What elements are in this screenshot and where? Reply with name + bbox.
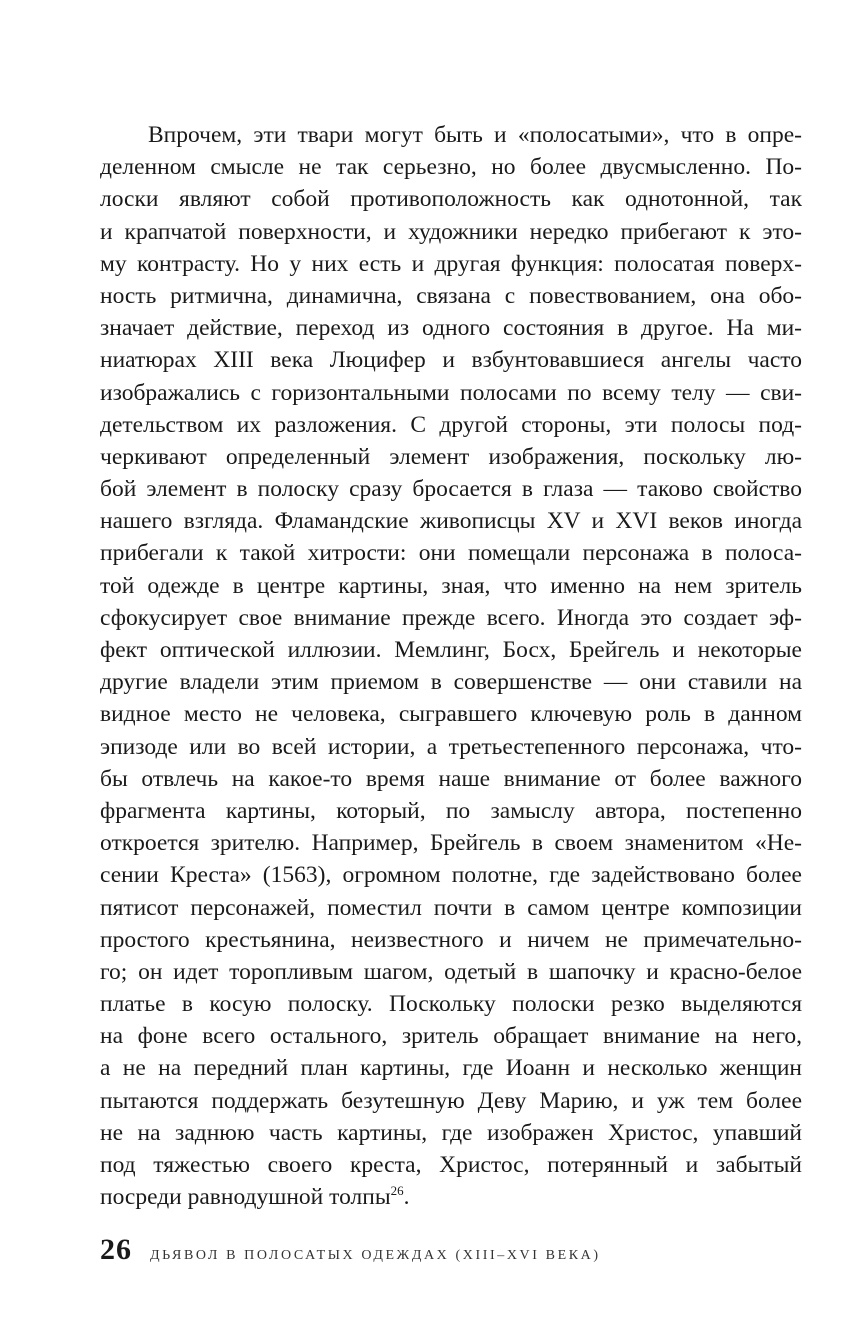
text-line: и крапчатой поверхности, и художники нередко прибегают к это- [100,218,802,245]
text-line: не на заднюю часть картины, где изображен Христос, упавший [100,1119,802,1146]
text-line: видное место не человека, сыгравшего ключевую роль в данном [100,701,802,728]
text-line: а не на передний план картины, где Иоанн и несколько женщин [100,1055,802,1082]
body-paragraph [100,119,802,1213]
text-line: простого крестьянина, неизвестного и ничем не примечательно- [100,926,802,953]
text-line: под тяжестью своего креста, Христос, потерянный и забытый [100,1152,802,1178]
text-line: го; он идет торопливым шагом, одетый в шапочку и красно-белое [100,958,802,985]
text-line: значает действие, переход из одного состояния в другое. На ми- [100,315,802,342]
text-line: эпизоде или во всей истории, а третьестепенного персонажа, что- [100,733,802,760]
text-line: откроется зрителю. Например, Брейгель в своем знаменитом «Не- [100,830,802,857]
text-line: платье в косую полоску. Поскольку полоски резко выделяются [100,991,802,1018]
text-line: пятисот персонажей, поместил почти в самом центре композиции [100,894,802,921]
footnote-reference[interactable]: 26 [390,1183,404,1199]
text-line: на фоне всего остального, зритель обращает внимание на него, [100,1023,802,1050]
text-line: деленном смысле не так серьезно, но более двусмысленно. По- [100,154,802,181]
text-line: сфокусирует свое внимание прежде всего. Иногда это создает эф- [100,604,802,631]
text-line: той одежде в центре картины, зная, что именно на нем зритель [100,572,802,599]
page-footer [100,1233,802,1269]
text-line: ность ритмична, динамична, связана с повествованием, она обо- [100,282,802,309]
text-line: Впрочем, эти твари могут быть и «полосатыми», что в опре- [148,122,802,148]
text-line: детельством их разложения. С другой стороны, эти полосы под- [100,411,802,438]
last-text-line [100,1181,802,1213]
text-line: нашего взгляда. Фламандские живописцы XV и XVI веков иногда [100,508,802,535]
text-line: прибегали к такой хитрости: они помещали персонажа в полоса- [100,540,802,567]
running-head: ДЬЯВОЛ В ПОЛОСАТЫХ ОДЕЖДАХ (XIII–XVI ВЕКА) [150,1248,601,1263]
text-line: пытаются поддержать безутешную Деву Марию, и уж тем более [100,1087,802,1114]
text-line: бы отвлечь на какое-то время наше внимание от более важного [100,765,802,792]
text-line: изображались с горизонтальными полосами по всему телу — сви- [100,379,802,406]
text-line: фект оптической иллюзии. Мемлинг, Босх, Брейгель и некоторые [100,637,802,663]
text-line: фрагмента картины, который, по замыслу автора, постепенно [100,797,802,824]
end-punctuation: . [403,1184,410,1211]
text-line: лоски являют собой противоположность как однотонной, так [100,186,802,213]
last-line-text: посреди равнодушной толпы [100,1184,391,1211]
text-line: ниатюрах XIII века Люцифер и взбунтовавшиеся ангелы часто [100,347,802,374]
text-line: бой элемент в полоску сразу бросается в глаза — таково свойство [100,476,802,503]
text-line: му контрасту. Но у них есть и другая функция: полосатая поверх- [100,250,802,277]
text-line: черкивают определенный элемент изображения, поскольку лю- [100,443,802,470]
page-number: 26 [100,1233,132,1266]
text-line: сении Креста» (1563), огромном полотне, где задействовано более [100,862,802,889]
text-line: другие владели этим приемом в совершенстве — они ставили на [100,669,802,696]
